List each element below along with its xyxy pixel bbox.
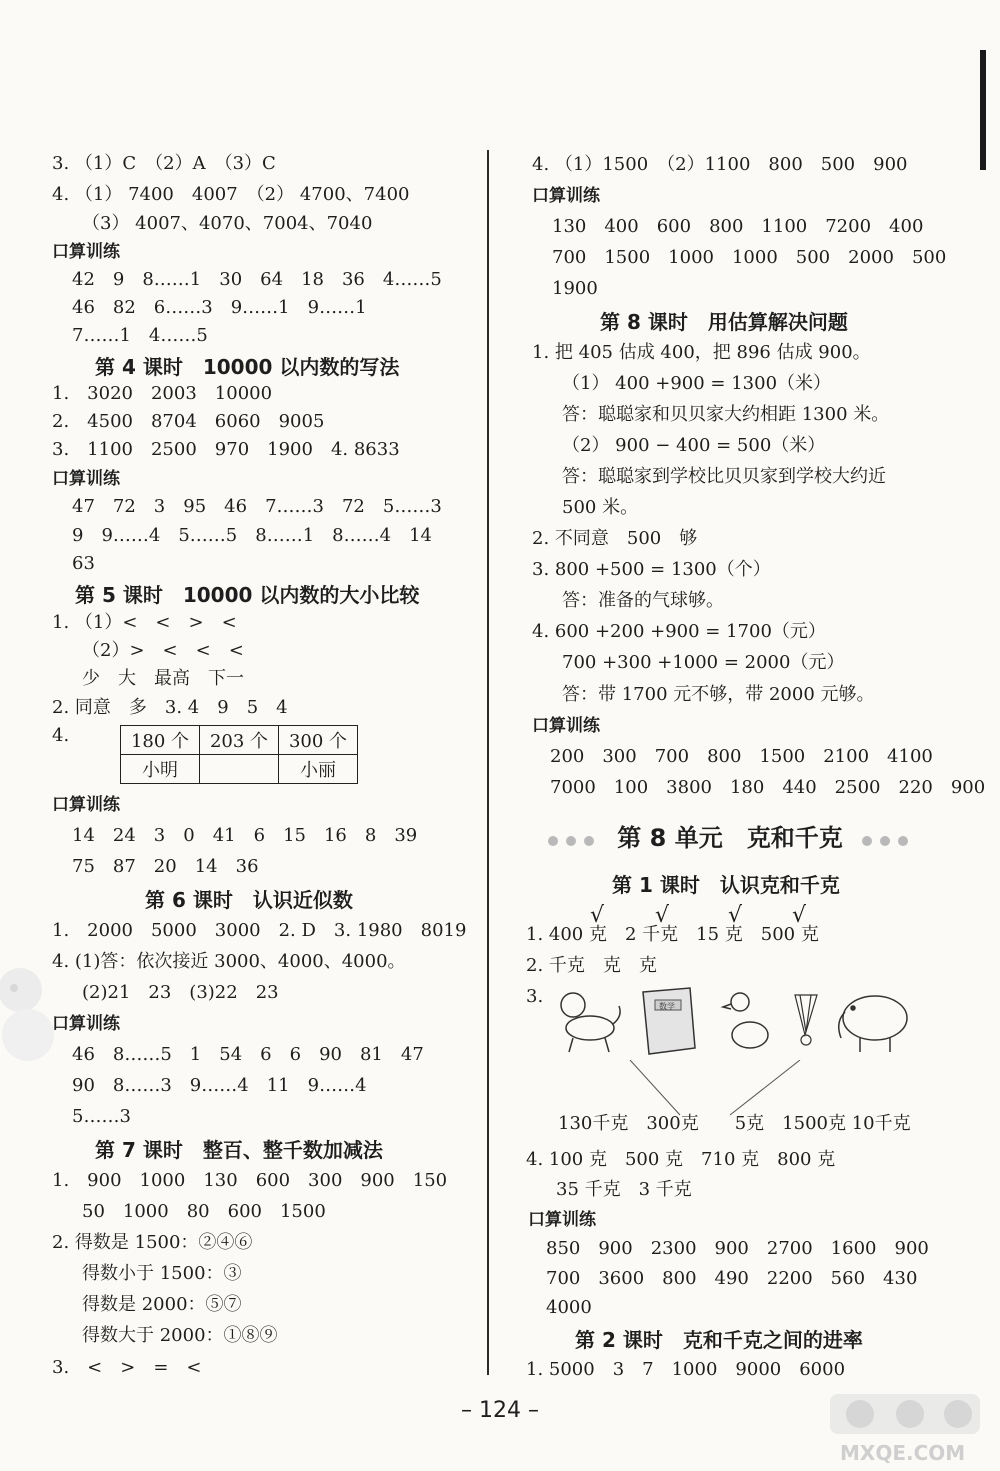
answer-line: 3. < > = <	[52, 1357, 202, 1378]
check-mark: √	[655, 903, 670, 928]
matching-pictures	[555, 980, 915, 1060]
unit-title: 第 8 单元 克和千克	[617, 824, 843, 852]
answer-line: 75 87 20 14 36	[72, 856, 259, 877]
answer-line: 14 24 3 0 41 6 15 16 8 39	[72, 825, 418, 846]
watermark-text: MXQE.COM	[840, 1441, 966, 1465]
column-divider	[487, 150, 489, 1375]
answer-line: 1. 2000 5000 3000 2. D 3. 1980 8019	[52, 920, 467, 941]
kousuan-heading: 口算训练	[532, 186, 600, 206]
answer-line: 2. 千克 克 克	[526, 955, 657, 976]
decorative-dots-right	[862, 836, 908, 846]
answer-line: 4. (1)答：依次接近 3000、4000、4000。	[52, 951, 406, 972]
answer-line: （1） 400 +900 = 1300（米）	[562, 373, 832, 394]
answer-line: 1. 把 405 估成 400，把 896 估成 900。	[532, 342, 871, 363]
answer-line: 4. （1）1500 （2）1100 800 500 900	[532, 154, 908, 175]
answer-line: 47 72 3 95 46 7……3 72 5……3	[72, 496, 442, 517]
answer-line: 1. （1）< < > <	[52, 612, 237, 633]
kousuan-heading: 口算训练	[52, 795, 120, 815]
answer-line: 得数小于 1500：③	[82, 1263, 242, 1284]
lesson-heading: 第 7 课时 整百、整千数加减法	[95, 1138, 383, 1162]
answer-line: 2. 4500 8704 6060 9005	[52, 411, 325, 432]
answer-line: (2)21 23 (3)22 23	[82, 982, 279, 1003]
table-cell: 203 个	[200, 726, 279, 755]
answer-line: 35 千克 3 千克	[556, 1179, 692, 1200]
answer-line: 200 300 700 800 1500 2100 4100	[550, 746, 933, 767]
shuttlecock-illustration	[795, 995, 817, 1045]
answer-line: 3. 1100 2500 970 1900 4. 8633	[52, 439, 400, 460]
table-cell	[200, 755, 279, 784]
answer-line: 1900	[552, 278, 598, 299]
answer-line: 1. 900 1000 130 600 300 900 150	[52, 1170, 448, 1191]
answer-line: 1. 5000 3 7 1000 9000 6000	[526, 1359, 846, 1380]
answer-line: 得数大于 2000：①⑧⑨	[82, 1325, 278, 1346]
answer-line: 46 82 6……3 9……1 9……1	[72, 297, 367, 318]
book-illustration	[643, 988, 695, 1054]
answer-line: 3. 800 +500 = 1300（个）	[532, 559, 771, 580]
answer-line: 4.	[52, 725, 70, 746]
lesson-heading: 第 6 课时 认识近似数	[145, 888, 353, 912]
page-number: – 124 –	[461, 1398, 539, 1423]
kousuan-heading: 口算训练	[52, 1014, 120, 1034]
answer-line: 42 9 8……1 30 64 18 36 4……5	[72, 269, 442, 290]
kousuan-heading: 口算训练	[528, 1210, 596, 1230]
answer-line: 答：准备的气球够。	[562, 590, 724, 611]
kousuan-heading: 口算训练	[52, 242, 120, 262]
kousuan-heading: 口算训练	[532, 716, 600, 736]
edge-bar	[980, 50, 986, 170]
answer-line: 130千克 300克 5克 1500克 10千克	[558, 1113, 911, 1134]
answer-line: 答：带 1700 元不够，带 2000 元够。	[562, 684, 875, 705]
answer-line: 2. 得数是 1500：②④⑥	[52, 1232, 253, 1253]
answer-line: 1. 3020 2003 10000	[52, 383, 273, 404]
lesson-heading: 第 8 课时 用估算解决问题	[600, 310, 848, 334]
answer-line: 7000 100 3800 180 440 2500 220 900	[550, 777, 986, 798]
table-cell: 300 个	[279, 726, 358, 755]
answer-line: 700 +300 +1000 = 2000（元）	[562, 652, 845, 673]
answer-line: 130 400 600 800 1100 7200 400	[552, 216, 924, 237]
answer-line: （2）> < < <	[82, 640, 244, 661]
answer-line: （3） 4007、4070、7004、7040	[82, 213, 373, 234]
answer-line: （2） 900 − 400 = 500（米）	[562, 435, 826, 456]
answer-line: 7……1 4……5	[72, 325, 208, 346]
answer-line: 4. 100 克 500 克 710 克 800 克	[526, 1149, 836, 1170]
check-mark: √	[792, 903, 807, 928]
check-mark: √	[590, 903, 605, 928]
answer-line: 9 9……4 5……5 8……1 8……4 14	[72, 525, 432, 546]
book-label: 数学	[659, 1002, 675, 1011]
answer-line: 5……3	[72, 1106, 131, 1127]
answer-line: 2. 同意 多 3. 4 9 5 4	[52, 697, 288, 718]
answer-line: 答：聪聪家和贝贝家大约相距 1300 米。	[562, 404, 890, 425]
dog-illustration	[561, 993, 620, 1052]
answer-line: 少 大 最高 下一	[82, 668, 244, 689]
duck-illustration	[723, 993, 768, 1048]
answer-line: 63	[72, 553, 95, 574]
answer-line: 850 900 2300 900 2700 1600 900	[546, 1238, 929, 1259]
answer-line: 2. 不同意 500 够	[532, 528, 698, 549]
answer-line: 500 米。	[562, 497, 639, 518]
faded-cartoon-decoration	[0, 960, 60, 1080]
matching-lines	[620, 1060, 820, 1120]
answer-line: 1. 400 克 2 千克 15 克 500 克	[526, 924, 819, 945]
watermark-logo	[820, 1390, 995, 1468]
answer-line: 3.	[526, 986, 544, 1007]
answer-line: 700 3600 800 490 2200 560 430	[546, 1268, 918, 1289]
answer-line: 4. （1） 7400 4007 （2） 4700、7400	[52, 184, 410, 205]
table-cell: 小明	[121, 755, 200, 784]
table-cell: 180 个	[121, 726, 200, 755]
answer-line: 4. 600 +200 +900 = 1700（元）	[532, 621, 826, 642]
answer-line: 答：聪聪家到学校比贝贝家到学校大约近	[562, 466, 886, 487]
answer-line: 50 1000 80 600 1500	[82, 1201, 326, 1222]
answer-line: 4000	[546, 1297, 592, 1318]
answer-line: 90 8……3 9……4 11 9……4	[72, 1075, 367, 1096]
answer-line: 700 1500 1000 1000 500 2000 500	[552, 247, 947, 268]
answer-line: 46 8……5 1 54 6 6 90 81 47	[72, 1044, 424, 1065]
lesson-heading: 第 4 课时 10000 以内数的写法	[95, 355, 400, 379]
check-mark: √	[728, 903, 743, 928]
kousuan-heading: 口算训练	[52, 469, 120, 489]
table-cell: 小丽	[279, 755, 358, 784]
answer-line: 得数是 2000：⑤⑦	[82, 1294, 242, 1315]
comparison-table	[120, 725, 358, 784]
elephant-illustration	[839, 996, 907, 1052]
answer-line: 3. （1）C （2）A （3）C	[52, 153, 276, 174]
lesson-heading: 第 5 课时 10000 以内数的大小比较	[75, 583, 420, 607]
lesson-heading: 第 1 课时 认识克和千克	[612, 873, 840, 897]
lesson-heading: 第 2 课时 克和千克之间的进率	[575, 1328, 863, 1352]
